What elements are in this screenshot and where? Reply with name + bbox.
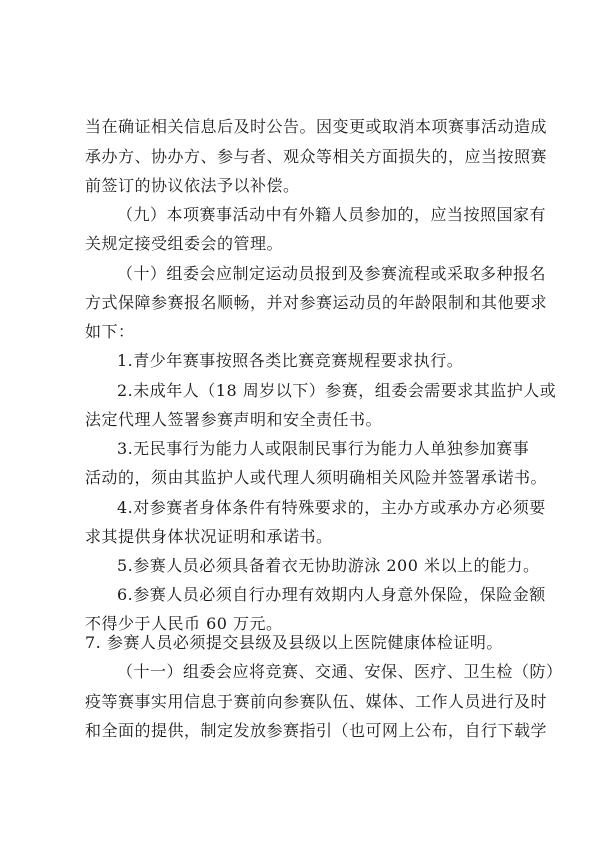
text-line: 不得少于人民币 60 万元。 [85, 614, 283, 633]
list-item: 7. 参赛人员必须提交县级及县级以上医院健康体检证明。 [85, 633, 503, 652]
list-item: 2.未成年人（18 周岁以下）参赛，组委会需要求其监护人或 [117, 381, 557, 400]
text-line: （九）本项赛事活动中有外籍人员参加的，应当按照国家有 [117, 205, 547, 224]
text-line: （十）组委会应制定运动员报到及参赛流程或采取多种报名 [117, 264, 547, 283]
text-line: （十一）组委会应将竞赛、交通、安保、医疗、卫生检（防） [117, 662, 563, 681]
text-line: 法定代理人签署参赛声明和安全责任书。 [85, 410, 383, 429]
text-line: 前签订的协议依法予以补偿。 [85, 176, 300, 195]
list-item: 1.青少年赛事按照各类比赛竞赛规程要求执行。 [117, 351, 464, 370]
list-item: 3.无民事行为能力人或限制民事行为能力人单独参加赛事 [117, 439, 530, 458]
text-line: 当在确证相关信息后及时公告。因变更或取消本项赛事活动造成 [85, 117, 548, 136]
text-line: 方式保障参赛报名顺畅，并对参赛运动员的年龄限制和其他要求 [85, 293, 548, 312]
text-line: 和全面的提供，制定发放参赛指引（也可网上公布，自行下载学 [85, 721, 548, 740]
text-line: 疫等赛事实用信息于赛前向参赛队伍、媒体、工作人员进行及时 [85, 692, 548, 711]
text-line: 活动的，须由其监护人或代理人须明确相关风险并签署承诺书。 [85, 468, 548, 487]
list-item: 4.对参赛者身体条件有特殊要求的，主办方或承办方必须要 [117, 498, 546, 517]
text-line: 承办方、协办方、参与者、观众等相关方面损失的，应当按照赛 [85, 147, 548, 166]
text-line: 如下： [85, 322, 135, 341]
text-line: 关规定接受组委会的管理。 [85, 234, 284, 253]
list-item: 5.参赛人员必须具备着衣无协助游泳 200 米以上的能力。 [117, 556, 540, 575]
text-line: 求其提供身体状况证明和承诺书。 [85, 527, 333, 546]
list-item: 6.参赛人员必须自行办理有效期内人身意外保险，保险金额 [117, 585, 546, 604]
